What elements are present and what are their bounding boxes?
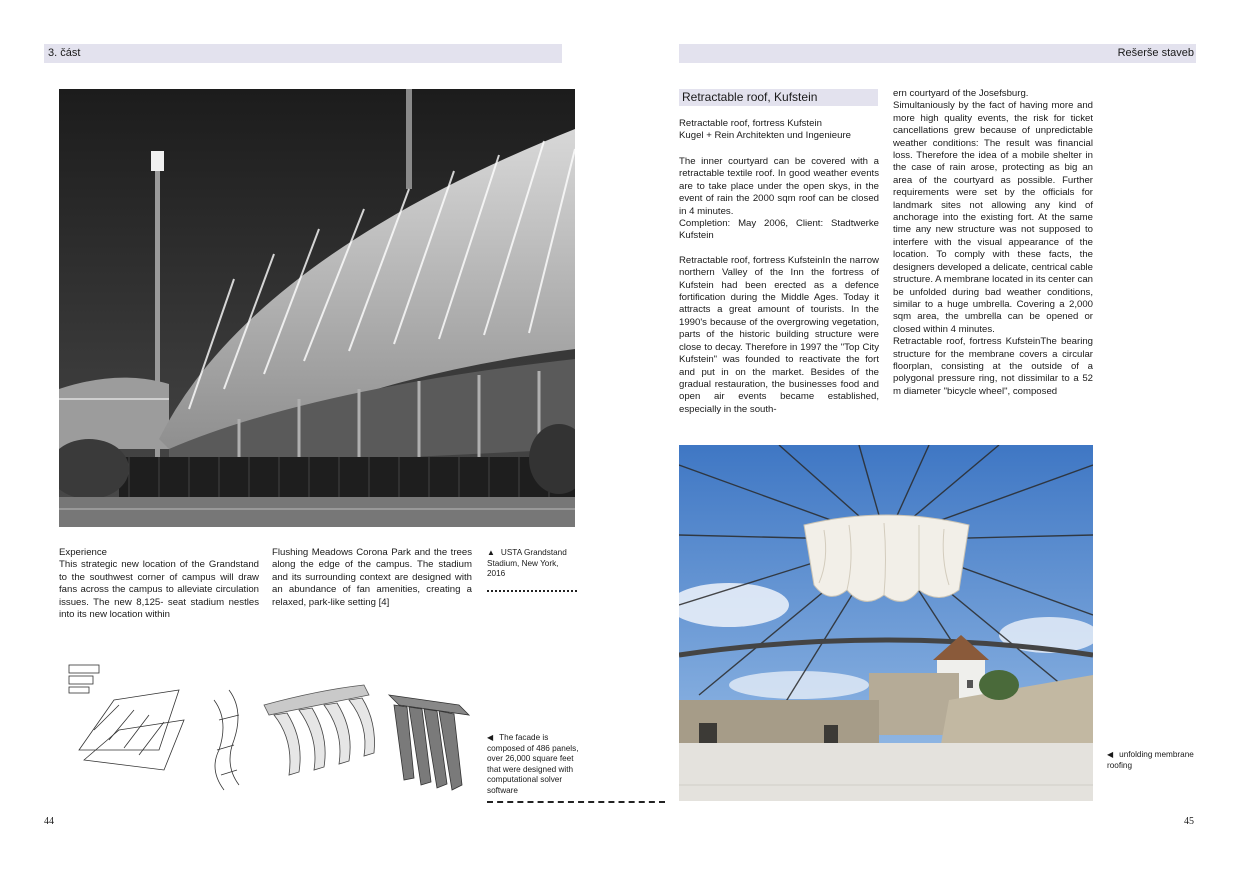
park-text: Flushing Meadows Corona Park and the trees along the edge of the campus. The stadium and its surrounding context are designed with an abundance of fan amenities, creating a relaxed, park-like setting [4]: [272, 547, 472, 608]
subtitle-block: [679, 118, 879, 143]
right-header-label: Rešerše staveb: [1117, 47, 1194, 59]
right-column-2: ern courtyard of the Josefsburg. Simultaniously by the fact of having more and more high quality events, the risk for ticket cancellations grew because of unpredictable weather conditions: The result was financial loss. Therefore the idea of a mobile shelter in the case of rain arose, protecting as big an area of the courtyard as possible. Further requirements were set by the officials for landmark sites not allowing any kind of anchorage into the existing fort. At the same time any new structure was not supposed to interfere with the visual appearance of the location. To comply with these facts, the designers developed a delicate, centrical cable structure. A membrane located in its center can be unfolded during bad weather conditions, similar to a huge umbrella. Covering a 2,000 sqm area, the umbrella can be opened or closed within 4 minutes. Retractable roof, fortress KufsteinThe bearing structure for the membrane covers a circular floorplan, consisting at the outside of a polygonal pressure ring, not dissimilar to a 52 m diameter "bicycle wheel", composed: [893, 88, 1093, 397]
left-header-bar: [44, 44, 562, 63]
intro-paragraph: The inner courtyard can be covered with a retractable textile roof. In good weather events are to take place under the open skys, in the event of rain the 2000 sqm roof can be closed in 4 minutes.: [679, 156, 879, 217]
completion-paragraph: Completion: May 2006, Client: Stadtwerke Kufstein: [679, 218, 879, 242]
subtitle-line-2: Kugel + Rein Architekten und Ingenieure: [679, 130, 852, 142]
caption-arrow-left-icon: ◀: [487, 733, 494, 742]
caption-arrow-up-icon: ▲: [487, 548, 495, 557]
stadium-caption: ▲ USTA Grandstand Stadium, New York, 2016: [487, 548, 567, 579]
kufstein-photo: [679, 445, 1093, 801]
page-number-right: 45: [1184, 816, 1194, 827]
stadium-photo: [59, 89, 575, 527]
experience-text: Experience This strategic new location of the Grandstand to the southwest corner of campus will draw fans across the campus to alleviate circulation issues. The new 8,125- seat stadium nestles into its new location within: [59, 547, 259, 621]
facade-drawings: [59, 660, 474, 805]
section-title: Retractable roof, Kufstein: [679, 89, 878, 106]
caption-divider: [487, 590, 577, 592]
facade-caption: ◀ The facade is composed of 486 panels, over 26,000 square feet that were designed with computational solver software: [487, 733, 579, 795]
right-column-1: [679, 156, 879, 416]
page-number-left: 44: [44, 816, 54, 827]
kufstein-caption: ◀ unfolding membrane roofing: [1107, 750, 1194, 770]
caption-arrow-left-icon: ◀: [1107, 750, 1114, 759]
facade-caption-divider: [487, 801, 665, 803]
left-header-label: 3. část: [48, 47, 81, 59]
subtitle-line-1: Retractable roof, fortress Kufstein: [679, 118, 822, 129]
history-paragraph: Retractable roof, fortress KufsteinIn the narrow northern Valley of the Inn the fortress of Kufstein had been erected as a defence fortification during the Middle Ages. Today it attracts a great amount of tourists. In the 1990's because of the overgrowing vegetation, parts of the historic building structure were close to decay. Therefore in 1997 the "Top City Kufstein" was founded to reactivate the fort and put in on the market. Besides of the gradual restauration, the businesses food and open air events became established, especially in the south-: [679, 254, 879, 415]
